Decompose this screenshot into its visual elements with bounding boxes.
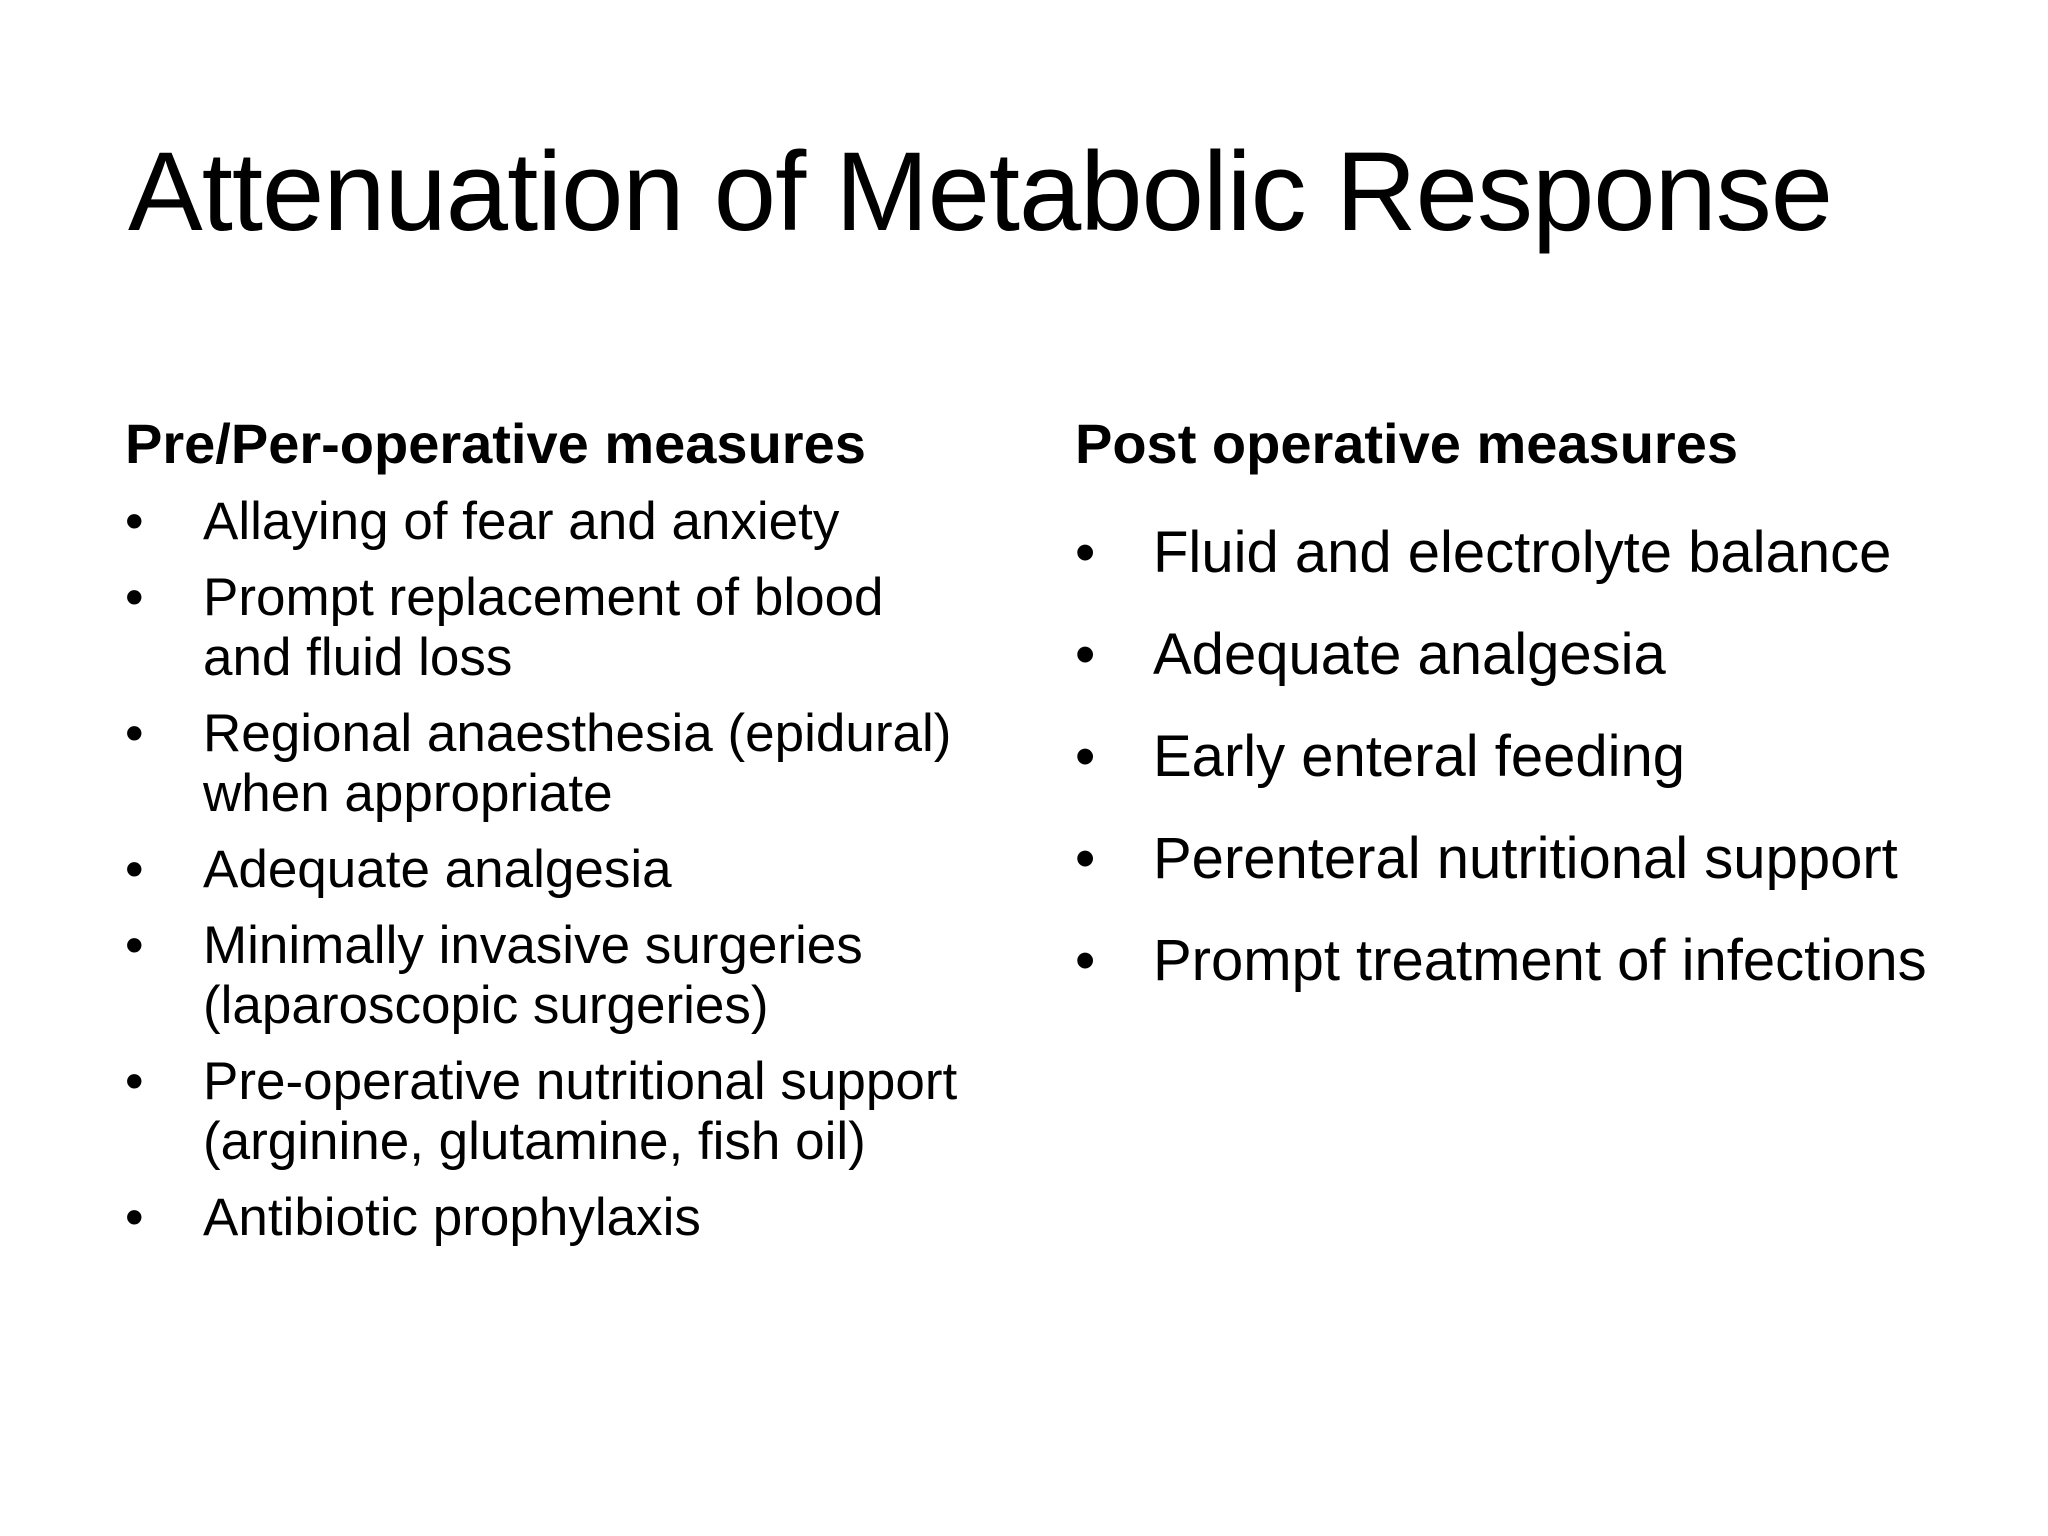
bullet-icon: • <box>1075 520 1096 585</box>
list-item <box>125 1188 985 1248</box>
list-item <box>125 492 985 552</box>
list-item <box>125 704 985 824</box>
list-item-text: Adequate analgesia <box>203 840 672 899</box>
bullet-icon: • <box>125 1188 144 1247</box>
list-item-text: Prompt replacement of blood and fluid loss <box>203 568 884 687</box>
bullet-icon: • <box>1075 622 1096 687</box>
bullet-icon: • <box>125 840 144 899</box>
list-item <box>1075 716 1935 798</box>
bullet-icon: • <box>1075 826 1096 891</box>
list-item <box>1075 920 1935 1002</box>
list-item-text: Pre-operative nutritional support (arginine, glutamine, fish oil) <box>203 1052 958 1171</box>
list-item-text: Regional anaesthesia (epidural) when appropriate <box>203 704 952 823</box>
right-column <box>1075 406 1935 1022</box>
list-item-text: Allaying of fear and anxiety <box>203 492 840 551</box>
left-column <box>125 406 985 1264</box>
left-column-heading: Pre/Per-operative measures <box>125 412 866 475</box>
list-item-text: Antibiotic prophylaxis <box>203 1188 701 1247</box>
list-item <box>125 568 985 688</box>
left-bullet-list <box>125 492 985 1248</box>
list-item-text: Perenteral nutritional support <box>1153 826 1898 891</box>
list-item <box>125 840 985 900</box>
list-item-text: Prompt treatment of infections <box>1153 928 1927 993</box>
bullet-icon: • <box>125 492 144 551</box>
bullet-icon: • <box>1075 724 1096 789</box>
list-item-text: Fluid and electrolyte balance <box>1153 520 1892 585</box>
list-item-text: Minimally invasive surgeries (laparoscopic surgeries) <box>203 916 863 1035</box>
list-item <box>1075 512 1935 594</box>
right-column-heading: Post operative measures <box>1075 412 1738 475</box>
list-item <box>125 1052 985 1172</box>
slide-title: Attenuation of Metabolic Response <box>128 129 1833 254</box>
bullet-icon: • <box>125 916 144 975</box>
right-bullet-list <box>1075 512 1935 1002</box>
bullet-icon: • <box>125 704 144 763</box>
list-item <box>125 916 985 1036</box>
bullet-icon: • <box>1075 928 1096 993</box>
list-item <box>1075 818 1935 900</box>
list-item-text: Adequate analgesia <box>1153 622 1666 687</box>
list-item-text: Early enteral feeding <box>1153 724 1685 789</box>
bullet-icon: • <box>125 568 144 627</box>
bullet-icon: • <box>125 1052 144 1111</box>
list-item <box>1075 614 1935 696</box>
